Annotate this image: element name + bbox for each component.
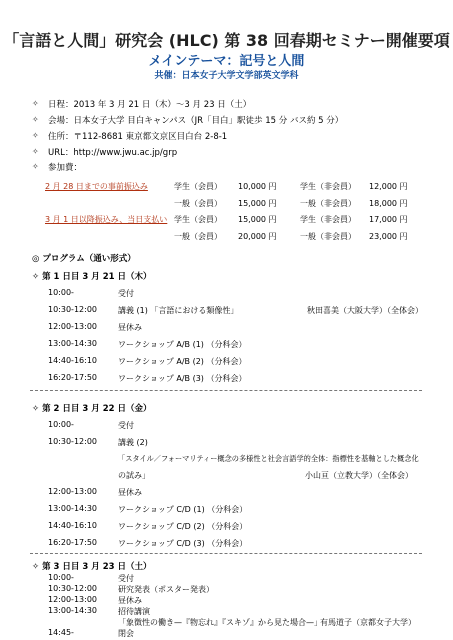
day-2-heading: ✧ 第 2 日目 3 月 22 日（金） <box>32 404 152 414</box>
invited-talk-title: 「象徴性の働き—『物忘れ』『スキゾ』から見た場合—」 <box>118 618 322 627</box>
time-cell: 10:30-12:00 <box>48 584 97 593</box>
time-cell: 12:00-13:00 <box>48 322 97 331</box>
lecture-title-cont: の試み」 <box>118 471 150 480</box>
day-3-heading: ✧ 第 3 日目 3 月 23 日（土） <box>32 562 152 572</box>
event-cell: 受付 <box>118 289 134 298</box>
event-cell: 昼休み <box>118 323 142 332</box>
bullet-icon: ✧ <box>32 147 39 156</box>
fee-cat: 学生（会員） <box>174 215 222 224</box>
fee-amt: 15,000 円 <box>238 215 277 224</box>
info-fee-label: 参加費： <box>48 163 83 173</box>
time-cell: 10:30-12:00 <box>48 305 97 314</box>
event-cell: ワークショップ A/B (2) （分科会） <box>118 357 247 366</box>
event-cell: 受付 <box>118 574 134 583</box>
time-cell: 10:30-12:00 <box>48 437 97 446</box>
time-cell: 10:00- <box>48 420 74 429</box>
event-cell: 受付 <box>118 421 134 430</box>
info-address: 住所：〒112-8681 東京都文京区目白台 2-8-1 <box>48 132 228 142</box>
speaker-cell: 有馬道子（京都女子大学） <box>320 618 416 627</box>
fee-amt: 20,000 円 <box>238 232 277 241</box>
divider <box>30 553 422 554</box>
fee-cat: 学生（会員） <box>174 182 222 191</box>
fee-cat: 学生（非会員） <box>300 182 356 191</box>
event-cell: ワークショップ A/B (1) （分科会） <box>118 340 247 349</box>
fee-cat: 一般（会員） <box>174 199 222 208</box>
url-link[interactable]: http://www.jwu.ac.jp/grp <box>73 148 178 158</box>
main-theme: メインテーマ：記号と人間 <box>148 54 305 69</box>
time-cell: 10:00- <box>48 288 74 297</box>
event-cell: ワークショップ C/D (3) （分科会） <box>118 539 248 548</box>
program-heading: ◎ プログラム（通い形式） <box>32 254 136 264</box>
fee-amt: 10,000 円 <box>238 182 277 191</box>
event-cell: ワークショップ C/D (2) （分科会） <box>118 522 248 531</box>
bullet-icon: ✧ <box>32 162 39 171</box>
time-cell: 14:40-16:10 <box>48 521 97 530</box>
event-cell: 講義 (2) <box>118 438 148 447</box>
day-1-heading: ✧ 第 1 日目 3 月 21 日（木） <box>32 272 152 282</box>
time-cell: 16:20-17:50 <box>48 538 97 547</box>
event-cell: 昼休み <box>118 488 142 497</box>
info-url: URL：http://www.jwu.ac.jp/grp <box>48 148 178 158</box>
fee-cat: 一般（非会員） <box>300 232 356 241</box>
fee-amt: 18,000 円 <box>369 199 408 208</box>
event-cell: ワークショップ A/B (3) （分科会） <box>118 374 247 383</box>
time-cell: 13:00-14:30 <box>48 339 97 348</box>
divider <box>30 390 422 391</box>
fee-amt: 17,000 円 <box>369 215 408 224</box>
time-cell: 13:00-14:30 <box>48 504 97 513</box>
time-cell: 13:00-14:30 <box>48 606 97 615</box>
info-schedule: 日程：2013 年 3 月 21 日（木）〜3 月 23 日（土） <box>48 100 252 110</box>
bullet-icon: ✧ <box>32 131 39 140</box>
bullet-icon: ✧ <box>32 115 39 124</box>
fee-early-label: 2 月 28 日までの事前振込み <box>45 182 148 191</box>
event-cell: 研究発表（ポスター発表） <box>118 585 214 594</box>
time-cell: 12:00-13:00 <box>48 487 97 496</box>
time-cell: 12:00-13:00 <box>48 595 97 604</box>
lecture-title: 「スタイル／フォーマリティー概念の多様性と社会言語学的全体：指標性を基軸とした概念化 <box>118 454 419 463</box>
event-cell: 招待講演 <box>118 607 150 616</box>
time-cell: 14:40-16:10 <box>48 356 97 365</box>
fee-cat: 一般（会員） <box>174 232 222 241</box>
page-title: 「言語と人間」研究会 (HLC) 第 38 回春期セミナー開催要項 <box>3 31 450 50</box>
fee-late-label: 3 月 1 日以降振込み、当日支払い <box>45 215 168 224</box>
time-cell: 14:45- <box>48 628 74 637</box>
fee-amt: 12,000 円 <box>369 182 408 191</box>
speaker-cell: 小山亘（立教大学）（全体会） <box>305 471 413 480</box>
fee-cat: 一般（非会員） <box>300 199 356 208</box>
cosponsor: 共催：日本女子大学文学部英文学科 <box>154 71 299 81</box>
speaker-cell: 秋田喜美（大阪大学）（全体会） <box>307 306 423 315</box>
event-cell: 講義 (1) 「言語における類像性」 <box>118 306 239 315</box>
time-cell: 16:20-17:50 <box>48 373 97 382</box>
event-cell: 閉会 <box>118 629 134 638</box>
fee-amt: 23,000 円 <box>369 232 408 241</box>
info-venue: 会場：日本女子大学 目白キャンパス（JR「目白」駅徒歩 15 分 バス約 5 分） <box>48 116 344 126</box>
event-cell: ワークショップ C/D (1) （分科会） <box>118 505 248 514</box>
event-cell: 昼休み <box>118 596 142 605</box>
bullet-icon: ✧ <box>32 99 39 108</box>
fee-amt: 15,000 円 <box>238 199 277 208</box>
fee-cat: 学生（非会員） <box>300 215 356 224</box>
time-cell: 10:00- <box>48 573 74 582</box>
